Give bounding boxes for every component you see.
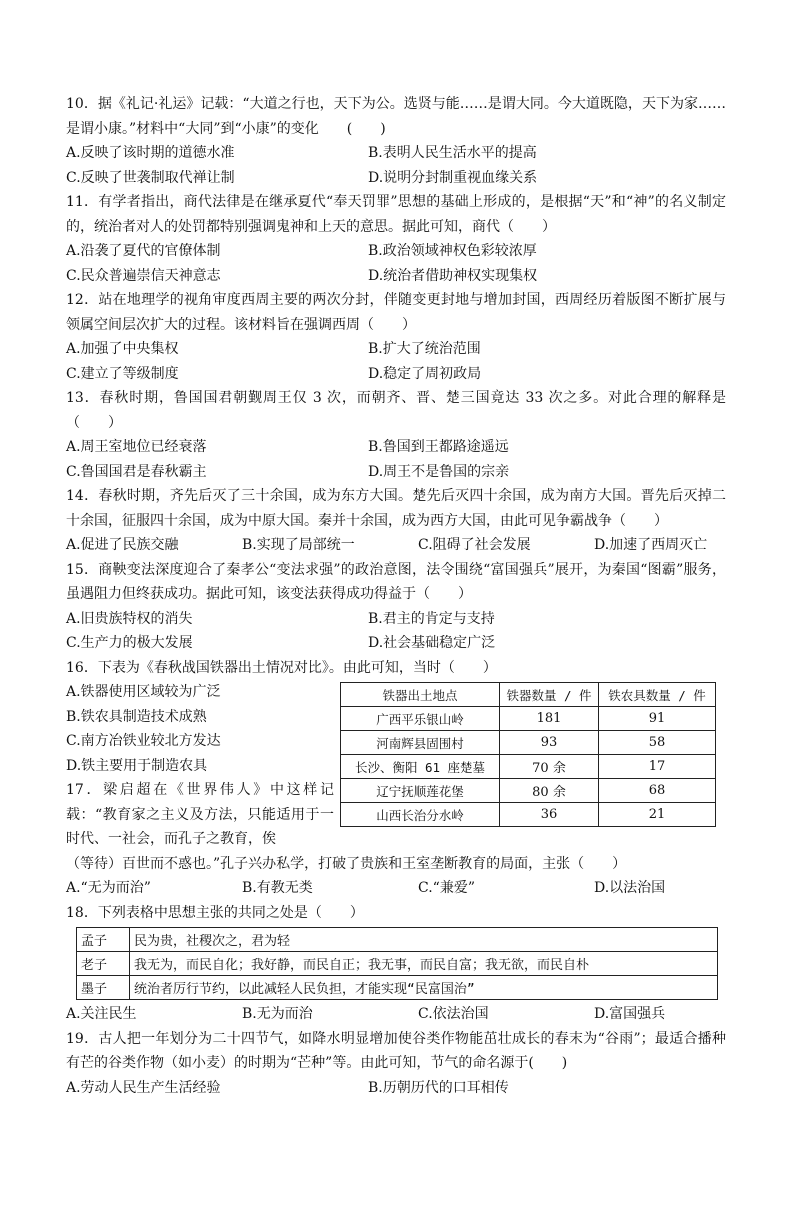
table-cell: 80 余 xyxy=(500,779,599,803)
option-a[interactable]: A.旧贵族特权的消失 xyxy=(66,610,193,627)
option-d[interactable]: D.铁主要用于制造农具 xyxy=(66,757,208,774)
table-row xyxy=(77,928,718,952)
table-cell: 181 xyxy=(500,707,599,731)
option-b[interactable]: B.铁农具制造技术成熟 xyxy=(66,708,207,725)
option-d[interactable]: D.加速了西周灭亡 xyxy=(594,537,708,553)
thinker-idea: 我无为，而民自化；我好静，而民自正；我无事，而民自富；我无欲，而民自朴 xyxy=(130,952,718,976)
thinker-idea: 民为贵，社稷次之，君为轻 xyxy=(130,928,718,952)
question-18-stem: 18．下列表格中思想主张的共同之处是（ ） xyxy=(66,904,364,921)
option-b[interactable]: B.政治领域神权色彩较浓厚 xyxy=(368,243,537,259)
question-19-options xyxy=(66,1076,726,1101)
question-12-stem: 12．站在地理学的视角审度西周主要的两次分封，伴随变更封地与增加封国，西周经历着版图不断扩展与领属空间层次扩大的过程。该材料旨在强调西周（ ） xyxy=(66,292,726,333)
column-header: 铁农具数量 / 件 xyxy=(599,683,716,707)
table-header-row xyxy=(341,683,716,707)
thinker-name: 墨子 xyxy=(77,976,130,1000)
question-13-options xyxy=(66,435,726,484)
table-row xyxy=(341,707,716,731)
option-b[interactable]: B.无为而治 xyxy=(242,1006,313,1022)
table-row xyxy=(77,976,718,1000)
option-a[interactable]: A.周王室地位已经衰落 xyxy=(66,439,207,455)
option-b[interactable]: B.表明人民生活水平的提高 xyxy=(368,145,537,161)
thinkers-table xyxy=(76,927,718,1000)
table-row xyxy=(341,731,716,755)
column-header: 铁器出土地点 xyxy=(341,683,500,707)
option-a[interactable]: A.反映了该时期的道德水准 xyxy=(66,145,235,161)
question-16-stem: 16．下表为《春秋战国铁器出土情况对比》。由此可知，当时（ ） xyxy=(66,659,497,676)
question-17-options xyxy=(66,876,726,901)
table-cell: 辽宁抚顺莲花堡 xyxy=(341,779,500,803)
option-b[interactable]: B.扩大了统治范围 xyxy=(368,341,481,357)
option-a[interactable]: A.关注民生 xyxy=(66,1006,137,1022)
table-cell: 68 xyxy=(599,779,716,803)
option-d[interactable]: D.富国强兵 xyxy=(594,1006,666,1022)
option-b[interactable]: B.君主的肯定与支持 xyxy=(368,610,495,627)
table-cell: 广西平乐银山岭 xyxy=(341,707,500,731)
column-header: 铁器数量 / 件 xyxy=(500,683,599,707)
thinker-name: 老子 xyxy=(77,952,130,976)
table-cell: 70 余 xyxy=(500,755,599,779)
question-15-options xyxy=(66,607,726,656)
table-cell: 36 xyxy=(500,803,599,827)
question-11-stem: 11．有学者指出，商代法律是在继承夏代“奉天罚罪”思想的基础上形成的，是根据“天”和“神”的名义制定的，统治者对人的处罚都特别强调鬼神和上天的意思。据此可知，商代（ ） xyxy=(66,194,726,235)
question-14-stem: 14．春秋时期，齐先后灭了三十余国，成为东方大国。楚先后灭四十余国，成为南方大国。晋先后灭掉二十余国，征服四十余国，成为中原大国。秦并十余国，成为西方大国，由此可见争霸战争（ ） xyxy=(66,488,726,529)
option-b[interactable]: B.实现了局部统一 xyxy=(242,537,355,553)
option-b[interactable]: B.历朝历代的口耳相传 xyxy=(368,1079,509,1096)
option-c[interactable]: C.南方冶铁业较北方发达 xyxy=(66,733,221,749)
table-cell: 93 xyxy=(500,731,599,755)
question-15-stem: 15．商鞅变法深度迎合了秦孝公“变法求强”的政治意图，法令围绕“富国强兵”展开，为秦国“图霸”服务，虽遇阻力但终获成功。据此可知，该变法获得成功得益于（ ） xyxy=(66,561,726,602)
option-c[interactable]: C.生产力的极大发展 xyxy=(66,635,193,651)
option-c[interactable]: C.“兼爱” xyxy=(418,880,475,896)
question-17-stem-part1: 17．梁启超在《世界伟人》中这样记载：“教育家之主义及方法，只能适用于一时代、一社会，而孔子之教育，俟 xyxy=(66,782,334,847)
option-a[interactable]: A.加强了中央集权 xyxy=(66,341,179,357)
question-11-options xyxy=(66,239,726,288)
option-a[interactable]: A.铁器使用区域较为广泛 xyxy=(66,684,221,700)
table-cell: 21 xyxy=(599,803,716,827)
table-cell: 河南辉县固围村 xyxy=(341,731,500,755)
question-19-stem: 19．古人把一年划分为二十四节气，如降水明显增加使谷类作物能茁壮成长的春末为“谷雨”；最适合播种有芒的谷类作物（如小麦）的时期为“芒种”等。由此可知，节气的命名源于( ) xyxy=(66,1030,726,1071)
table-row xyxy=(341,803,716,827)
table-cell: 长沙、衡阳 61 座楚墓 xyxy=(341,755,500,779)
option-a[interactable]: A.“无为而治” xyxy=(66,880,151,896)
option-c[interactable]: C.反映了世袭制取代禅让制 xyxy=(66,169,235,186)
option-c[interactable]: C.依法治国 xyxy=(418,1006,489,1022)
table-row xyxy=(77,952,718,976)
exam-page xyxy=(66,92,726,1100)
question-14-options xyxy=(66,533,726,558)
option-c[interactable]: C.鲁国国君是春秋霸主 xyxy=(66,463,207,480)
question-10-stem: 10．据《礼记·礼运》记载：“大道之行也，天下为公。选贤与能……是谓大同。今大道既隐，天下为家……是谓小康。”材料中“大同”到“小康”的变化 ( ) xyxy=(66,96,726,137)
option-d[interactable]: D.说明分封制重视血缘关系 xyxy=(368,169,538,186)
option-d[interactable]: D.以法治国 xyxy=(594,880,666,896)
thinker-idea: 统治者厉行节约，以此减轻人民负担，才能实现“民富国治” xyxy=(130,976,718,1000)
iron-artifacts-table xyxy=(340,682,716,827)
option-c[interactable]: C.民众普遍崇信天神意志 xyxy=(66,267,221,284)
option-a[interactable]: A.劳动人民生产生活经验 xyxy=(66,1079,221,1096)
option-b[interactable]: B.有教无类 xyxy=(242,880,313,896)
question-16-options xyxy=(66,680,326,778)
thinker-name: 孟子 xyxy=(77,928,130,952)
table-cell: 山西长治分水岭 xyxy=(341,803,500,827)
option-a[interactable]: A.沿袭了夏代的官僚体制 xyxy=(66,243,221,259)
option-d[interactable]: D.社会基础稳定广泛 xyxy=(368,635,496,651)
option-c[interactable]: C.阻碍了社会发展 xyxy=(418,537,531,553)
question-12-options xyxy=(66,337,726,386)
question-17-stem-part2: （等待）百世而不惑也。”孔子兴办私学，打破了贵族和王室垄断教育的局面，主张（ ） xyxy=(66,855,627,872)
question-18-options xyxy=(66,1002,726,1027)
table-cell: 58 xyxy=(599,731,716,755)
table-row xyxy=(341,779,716,803)
table-row xyxy=(341,755,716,779)
table-cell: 17 xyxy=(599,755,716,779)
table-cell: 91 xyxy=(599,707,716,731)
option-d[interactable]: D.稳定了周初政局 xyxy=(368,365,482,382)
option-b[interactable]: B.鲁国到王都路途遥远 xyxy=(368,439,509,455)
option-c[interactable]: C.建立了等级制度 xyxy=(66,365,179,382)
question-10-options xyxy=(66,141,726,190)
option-a[interactable]: A.促进了民族交融 xyxy=(66,537,179,553)
option-d[interactable]: D.周王不是鲁国的宗亲 xyxy=(368,463,510,480)
option-d[interactable]: D.统治者借助神权实现集权 xyxy=(368,267,538,284)
question-13-stem: 13．春秋时期，鲁国国君朝觐周王仅 3 次，而朝齐、晋、楚三国竟达 33 次之多。对此合理的解释是（ ） xyxy=(66,390,726,431)
